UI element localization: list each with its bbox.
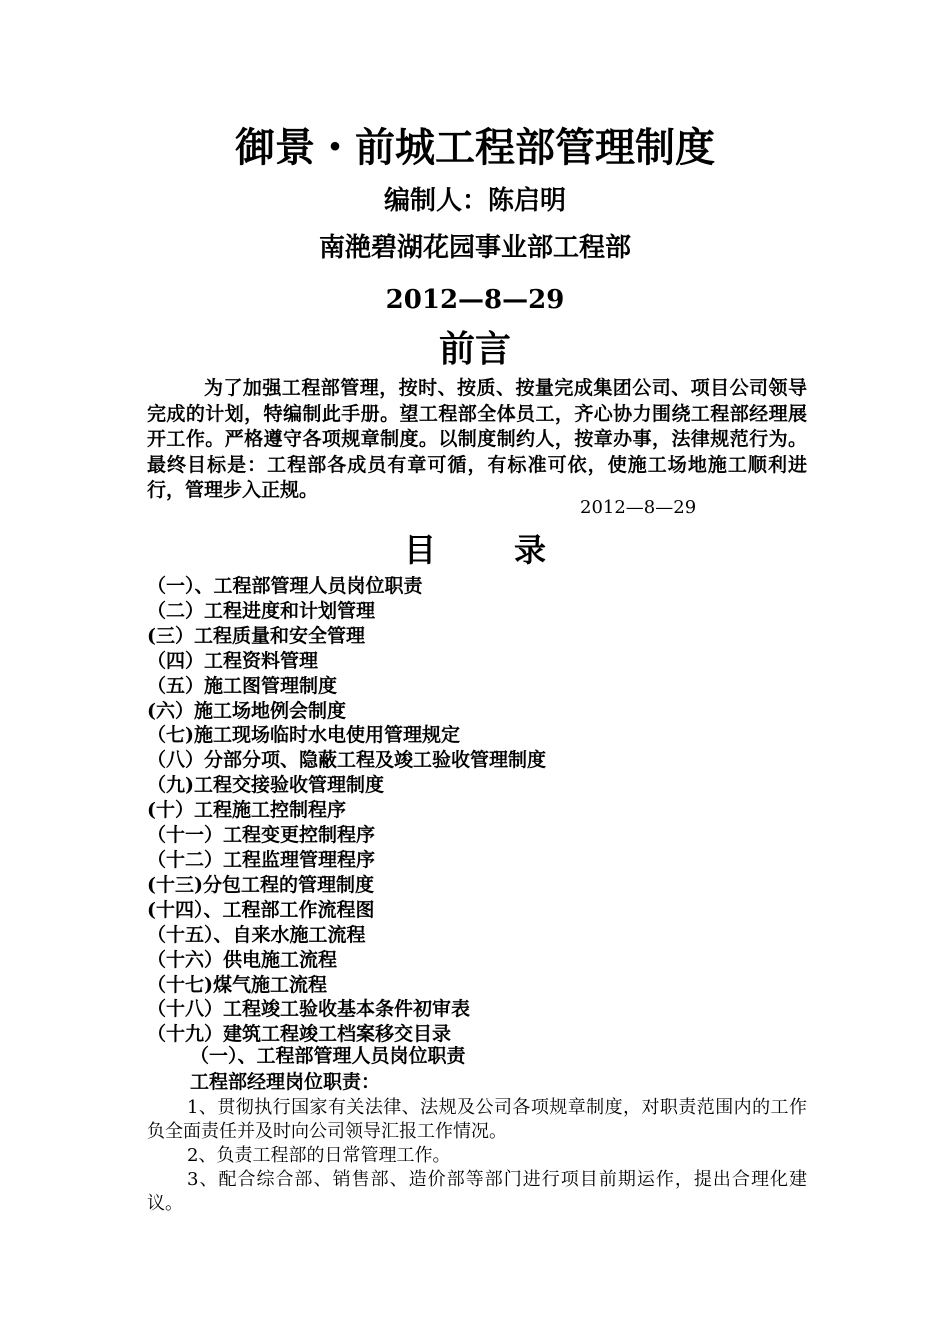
toc-item: （四）工程资料管理 <box>147 649 319 672</box>
toc-item: （十一）工程变更控制程序 <box>147 824 376 847</box>
toc-item: （十五）、自来水施工流程 <box>147 923 366 946</box>
section-subheading: 工程部经理岗位职责： <box>190 1071 381 1093</box>
toc-item: （十二）工程监理管理程序 <box>147 848 376 871</box>
toc-item: （七)施工现场临时水电使用管理规定 <box>147 724 460 747</box>
section-body <box>147 1096 807 1216</box>
toc-item: （一）、工程部管理人员岗位职责 <box>147 575 423 597</box>
toc-item: (十四）、工程部工作流程图 <box>147 898 375 921</box>
table-of-contents <box>147 574 546 1047</box>
toc-item: （十六）供电施工流程 <box>147 948 338 971</box>
section-paragraph: 2、负责工程部的日常管理工作。 <box>187 1145 451 1166</box>
toc-heading <box>0 531 950 569</box>
toc-item: （九)工程交接验收管理制度 <box>147 774 384 797</box>
section-paragraph: 3、配合综合部、销售部、造价部等部门进行项目前期运作，提出合理化建议。 <box>147 1169 807 1214</box>
section-heading: （一）、工程部管理人员岗位职责 <box>190 1045 466 1067</box>
toc-item: （十八）工程竣工验收基本条件初审表 <box>147 998 471 1021</box>
toc-item: (三）工程质量和安全管理 <box>147 624 365 647</box>
preface-date: 2012—8—29 <box>580 497 697 518</box>
toc-item: （十七)煤气施工流程 <box>147 973 327 996</box>
document-department: 南滟碧湖花园事业部工程部 <box>318 233 631 263</box>
document-date: 2012—8—29 <box>385 285 565 315</box>
toc-item: （五）施工图管理制度 <box>147 674 338 697</box>
toc-item: （十九）建筑工程竣工档案移交目录 <box>147 1023 452 1046</box>
toc-item: (十三)分包工程的管理制度 <box>147 873 374 896</box>
preface-heading: 前言 <box>438 328 511 370</box>
toc-item: (十）工程施工控制程序 <box>147 799 346 822</box>
toc-item: (六）施工场地例会制度 <box>147 699 346 722</box>
document-title: 御景・前城工程部管理制度 <box>235 124 715 171</box>
toc-heading-left: 目 <box>403 531 436 569</box>
document-author: 编制人：陈启明 <box>383 186 566 216</box>
preface-body: 为了加强工程部管理，按时、按质、按量完成集团公司、项目公司领导完成的计划，特编制此手册。望工程部全体员工，齐心协力围绕工程部经理展开工作。严格遵守各项规章制度。以制度制约人，按章办事，法律规范行为。最终目标是：工程部各成员有章可循，有标准可依，使施工场地施工顺利进行，管理步入正规。 <box>147 377 807 501</box>
toc-heading-right: 录 <box>514 531 547 569</box>
toc-item: （八）分部分项、隐蔽工程及竣工验收管理制度 <box>147 749 547 772</box>
section-paragraph: 1、贯彻执行国家有关法律、法规及公司各项规章制度，对职责范围内的工作负全面责任并及时向公司领导汇报工作情况。 <box>147 1097 807 1142</box>
toc-item: （二）工程进度和计划管理 <box>147 599 376 622</box>
